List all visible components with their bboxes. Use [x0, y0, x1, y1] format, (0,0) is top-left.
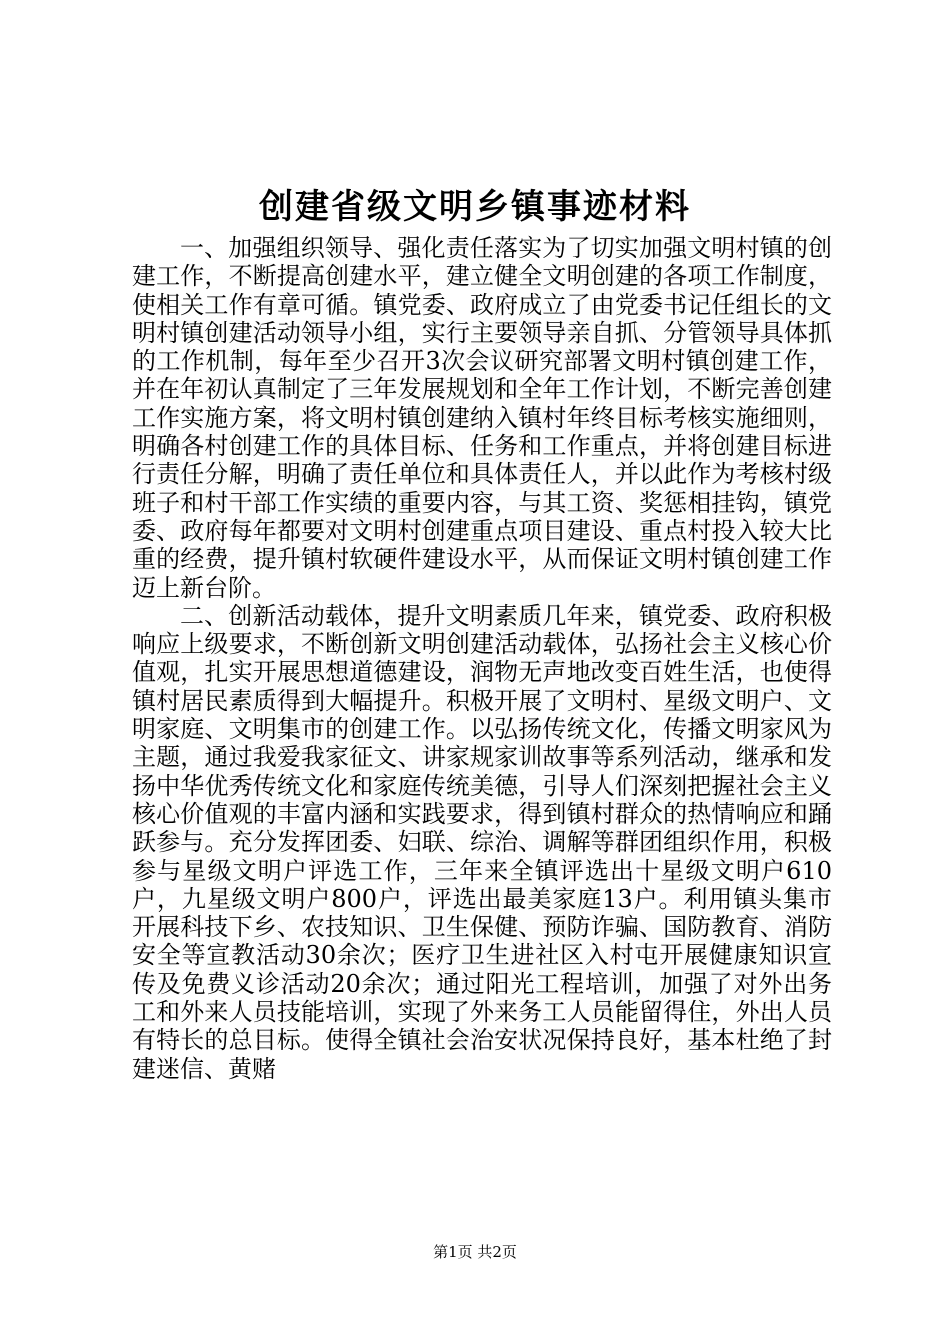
document-body	[132, 234, 832, 1083]
document-title: 创建省级文明乡镇事迹材料	[259, 187, 691, 227]
paragraph: 二、创新活动载体，提升文明素质几年来，镇党委、政府积极响应上级要求，不断创新文明创建活动载体，弘扬社会主义核心价值观，扎实开展思想道德建设，润物无声地改变百姓生活，也使得镇村居民素质得到大幅提升。积极开展了文明村、星级文明户、文明家庭、文明集市的创建工作。以弘扬传统文化，传播文明家风为主题，通过我爱我家征文、讲家规家训故事等系列活动，继承和发扬中华优秀传统文化和家庭传统美德，引导人们深刻把握社会主义核心价值观的丰富内涵和实践要求，得到镇村群众的热情响应和踊跃参与。充分发挥团委、妇联、综治、调解等群团组织作用，积极参与星级文明户评选工作，三年来全镇评选出十星级文明户610户，九星级文明户800户，评选出最美家庭13户。利用镇头集市开展科技下乡、农技知识、卫生保健、预防诈骗、国防教育、消防安全等宣教活动30余次；医疗卫生进社区入村屯开展健康知识宣传及免费义诊活动20余次；通过阳光工程培训，加强了对外出务工和外来人员技能培训，实现了外来务工人员能留得住，外出人员有特长的总目标。使得全镇社会治安状况保持良好，基本杜绝了封建迷信、黄赌	[132, 601, 832, 1083]
paragraph: 一、加强组织领导、强化责任落实为了切实加强文明村镇的创建工作，不断提高创建水平，建立健全文明创建的各项工作制度，使相关工作有章可循。镇党委、政府成立了由党委书记任组长的文明村镇创建活动领导小组，实行主要领导亲自抓、分管领导具体抓的工作机制，每年至少召开3次会议研究部署文明村镇创建工作，并在年初认真制定了三年发展规划和全年工作计划，不断完善创建工作实施方案，将文明村镇创建纳入镇村年终目标考核实施细则，明确各村创建工作的具体目标、任务和工作重点，并将创建目标进行责任分解，明确了责任单位和具体责任人，并以此作为考核村级班子和村干部工作实绩的重要内容，与其工资、奖惩相挂钩，镇党委、政府每年都要对文明村创建重点项目建设、重点村投入较大比重的经费，提升镇村软硬件建设水平，从而保证文明村镇创建工作迈上新台阶。	[132, 234, 832, 602]
page-number: 第1页 共2页	[433, 1243, 517, 1261]
